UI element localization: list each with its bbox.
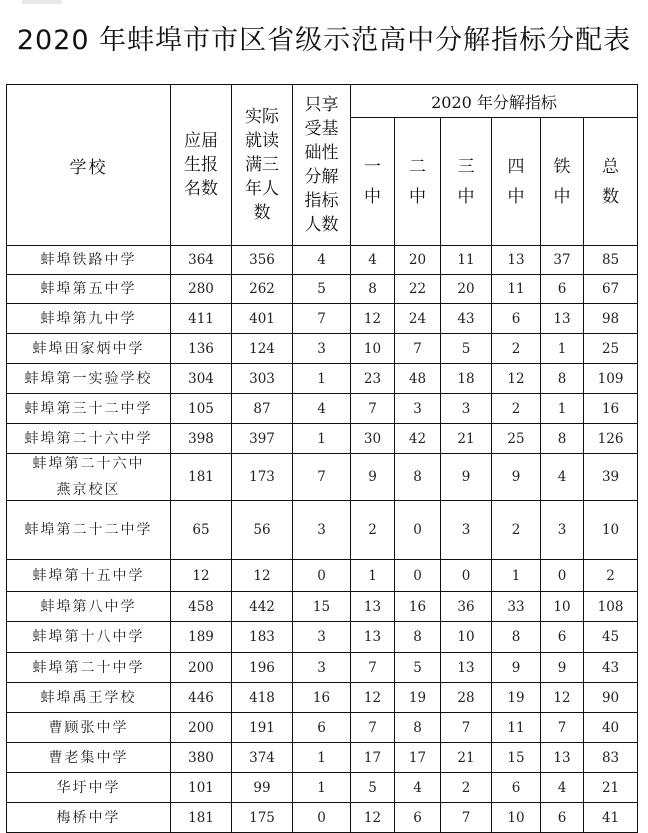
header-text: 实际 [245,107,279,127]
cell-total: 25 [584,334,638,364]
cell-no4: 9 [492,454,541,501]
cell-three-years: 173 [232,454,293,501]
cell-total: 41 [584,803,638,833]
cell-rail: 4 [541,773,584,803]
cell-applicants: 181 [171,454,232,501]
table-row [7,713,638,743]
school-name-text: 梅桥中学 [56,809,121,826]
cell-no4: 11 [492,713,541,743]
cell-basic-only: 5 [293,275,351,304]
cell-no2: 42 [395,424,441,454]
cell-three-years: 12 [232,560,293,592]
cell-no1: 12 [351,683,395,713]
cell-total: 45 [584,622,638,653]
cell-basic-only: 6 [293,713,351,743]
school-name-text: 华圩中学 [56,779,121,796]
cell-no2: 4 [395,773,441,803]
cell-no2: 6 [395,803,441,833]
cell-basic-only: 7 [293,304,351,334]
cell-applicants: 200 [171,713,232,743]
cell-basic-only: 4 [293,246,351,275]
cell-rail: 13 [541,743,584,773]
school-name-text: 蚌埠第十五中学 [32,567,145,584]
table-row [7,683,638,713]
table-row [7,803,638,833]
cell-applicants: 105 [171,394,232,424]
cell-applicants: 280 [171,275,232,304]
cell-total: 16 [584,394,638,424]
cell-no3: 28 [441,683,492,713]
cell-rail: 3 [541,501,584,560]
header-text: 应届 [184,131,218,151]
cell-no2: 17 [395,743,441,773]
school-name [7,713,171,743]
header-text: 人数 [304,215,339,235]
table-row [7,246,638,275]
cell-no4: 9 [492,653,541,683]
cell-rail: 4 [541,454,584,501]
table-row [7,653,638,683]
cell-no1: 8 [351,275,395,304]
cell-three-years: 87 [232,394,293,424]
cell-no4: 6 [492,773,541,803]
cell-applicants: 12 [171,560,232,592]
cell-no1: 12 [351,803,395,833]
cell-no1: 23 [351,364,395,394]
cell-no4: 2 [492,334,541,364]
cell-basic-only: 7 [293,454,351,501]
cell-no2: 3 [395,394,441,424]
header-text: 受基 [304,119,339,139]
cell-three-years: 356 [232,246,293,275]
header-text: 中 [553,186,571,207]
cell-three-years: 303 [232,364,293,394]
header-text: 满三 [245,155,279,175]
cell-rail: 6 [541,622,584,653]
cell-no2: 0 [395,560,441,592]
table-row [7,304,638,334]
header-text: 础性 [304,143,339,163]
cell-basic-only: 0 [293,560,351,592]
cell-no1: 10 [351,334,395,364]
header-school: 学校 [7,85,171,246]
cell-three-years: 56 [232,501,293,560]
cell-total: 10 [584,501,638,560]
cell-no1: 7 [351,394,395,424]
header-text: 中 [409,186,426,207]
cell-no2: 24 [395,304,441,334]
table-row [7,394,638,424]
header-applicants [171,85,232,246]
cell-no2: 8 [395,713,441,743]
cell-no4: 15 [492,743,541,773]
header-text: 铁 [553,156,571,177]
cell-rail: 8 [541,364,584,394]
cell-no3: 5 [441,334,492,364]
header-total [584,118,638,246]
cell-no2: 8 [395,454,441,501]
cell-no4: 2 [492,501,541,560]
cell-basic-only: 3 [293,622,351,653]
cell-no2: 19 [395,683,441,713]
page-title: 2020 年蚌埠市市区省级示范高中分解指标分配表 [16,25,632,56]
header-text: 四 [507,156,525,177]
cell-no2: 48 [395,364,441,394]
cell-total: 109 [584,364,638,394]
table-row [7,454,638,501]
cell-rail: 1 [541,334,584,364]
school-name [7,683,171,713]
cell-no4: 19 [492,683,541,713]
school-name [7,592,171,622]
cell-no4: 1 [492,560,541,592]
cell-applicants: 136 [171,334,232,364]
header-no3-school [441,118,492,246]
cell-applicants: 446 [171,683,232,713]
cell-no1: 7 [351,713,395,743]
cell-rail: 1 [541,394,584,424]
cell-total: 43 [584,653,638,683]
cell-total: 67 [584,275,638,304]
cell-basic-only: 3 [293,653,351,683]
cell-total: 83 [584,743,638,773]
school-name-text: 蚌埠第九中学 [40,310,137,327]
cell-three-years: 262 [232,275,293,304]
cell-total: 39 [584,454,638,501]
cell-no1: 30 [351,424,395,454]
table-row [7,364,638,394]
header-basic-only [293,85,351,246]
cell-total: 108 [584,592,638,622]
cell-no2: 16 [395,592,441,622]
cell-applicants: 65 [171,501,232,560]
school-name-text: 蚌埠第二十中学 [32,659,145,676]
cell-no2: 5 [395,653,441,683]
cell-total: 85 [584,246,638,275]
header-no2-school [395,118,441,246]
cell-three-years: 374 [232,743,293,773]
cell-no3: 21 [441,424,492,454]
school-name-text: 蚌埠禹王学校 [40,689,137,706]
cell-no3: 13 [441,653,492,683]
cell-no3: 2 [441,773,492,803]
school-name [7,743,171,773]
school-name-text: 曹顾张中学 [48,719,129,736]
school-name [7,304,171,334]
cell-applicants: 304 [171,364,232,394]
cell-no2: 20 [395,246,441,275]
school-name-text: 蚌埠第八中学 [40,598,137,615]
header-text: 中 [507,186,525,207]
cell-no2: 8 [395,622,441,653]
cell-basic-only: 1 [293,743,351,773]
cell-total: 90 [584,683,638,713]
cell-no1: 9 [351,454,395,501]
header-text: 生报 [184,155,218,175]
cell-no1: 13 [351,592,395,622]
school-name [7,560,171,592]
cell-total: 126 [584,424,638,454]
cell-no3: 21 [441,743,492,773]
cell-rail: 12 [541,683,584,713]
cell-no3: 7 [441,803,492,833]
school-name-text: 蚌埠第十八中学 [32,629,145,645]
cell-no2: 22 [395,275,441,304]
cell-rail: 37 [541,246,584,275]
cell-no1: 4 [351,246,395,275]
school-name [7,653,171,683]
header-text: 就读 [245,131,279,151]
header-text: 分解 [304,167,339,187]
school-name-text: 曹老集中学 [48,749,129,766]
cell-no1: 13 [351,622,395,653]
cell-basic-only: 15 [293,592,351,622]
cell-basic-only: 1 [293,424,351,454]
school-name [7,501,171,560]
cell-rail: 13 [541,304,584,334]
table-row [7,501,638,560]
school-name [7,364,171,394]
table-row [7,560,638,592]
cell-no3: 3 [441,501,492,560]
table-row [7,743,638,773]
cell-applicants: 398 [171,424,232,454]
cell-no4: 2 [492,394,541,424]
cell-no3: 11 [441,246,492,275]
cell-rail: 8 [541,424,584,454]
school-name [7,275,171,304]
cell-rail: 6 [541,803,584,833]
cell-no3: 20 [441,275,492,304]
table-row [7,773,638,803]
cell-no3: 7 [441,713,492,743]
school-name-text: 蚌埠第二十二中学 [24,522,153,538]
header-2020-allocation: 2020 年分解指标 [351,85,638,118]
school-name [7,246,171,275]
header-text: 名数 [184,179,218,199]
cell-applicants: 200 [171,653,232,683]
cell-basic-only: 1 [293,773,351,803]
cell-three-years: 401 [232,304,293,334]
header-text: 只享 [304,95,339,115]
cell-basic-only: 1 [293,364,351,394]
cell-three-years: 99 [232,773,293,803]
cell-applicants: 411 [171,304,232,334]
header-text: 三 [457,156,475,177]
cell-applicants: 458 [171,592,232,622]
cell-applicants: 101 [171,773,232,803]
school-name-text: 蚌埠第二十六中 [32,456,145,472]
cell-no4: 12 [492,364,541,394]
cell-rail: 10 [541,592,584,622]
cell-no2: 7 [395,334,441,364]
cell-three-years: 397 [232,424,293,454]
header-text: 中 [457,186,475,207]
school-name [7,773,171,803]
cell-no1: 1 [351,560,395,592]
cell-no4: 10 [492,803,541,833]
table-row [7,592,638,622]
cell-no3: 9 [441,454,492,501]
header-text: 一 [364,156,381,177]
school-name-text: 蚌埠第一实验学校 [24,370,153,387]
cell-rail: 6 [541,275,584,304]
cell-no4: 33 [492,592,541,622]
cell-rail: 0 [541,560,584,592]
header-three-years [232,85,293,246]
school-name [7,334,171,364]
cell-three-years: 183 [232,622,293,653]
header-text: 总 [602,156,620,177]
cell-no3: 43 [441,304,492,334]
header-railway-school [541,118,584,246]
school-name [7,424,171,454]
table-row [7,334,638,364]
cell-three-years: 191 [232,713,293,743]
cell-no1: 5 [351,773,395,803]
cell-basic-only: 4 [293,394,351,424]
header-text: 中 [364,186,381,207]
cell-total: 98 [584,304,638,334]
cell-total: 40 [584,713,638,743]
cell-no1: 2 [351,501,395,560]
cell-no3: 0 [441,560,492,592]
cell-no4: 8 [492,622,541,653]
cell-no3: 3 [441,394,492,424]
cell-no1: 12 [351,304,395,334]
school-name-text: 蚌埠第二十六中学 [24,430,153,447]
cell-no2: 0 [395,501,441,560]
header-no1-school [351,118,395,246]
table-row [7,424,638,454]
cell-rail: 9 [541,653,584,683]
school-name-text: 蚌埠铁路中学 [40,252,137,268]
cell-three-years: 418 [232,683,293,713]
school-campus-text: 燕京校区 [56,482,121,498]
header-text: 数 [602,186,620,207]
school-name [7,803,171,833]
cell-no4: 25 [492,424,541,454]
corner-artifact [22,0,62,4]
school-name [7,454,171,501]
cell-basic-only: 16 [293,683,351,713]
cell-three-years: 175 [232,803,293,833]
header-text: 年人 [245,179,279,199]
cell-rail: 7 [541,713,584,743]
allocation-table [6,84,638,833]
cell-no1: 7 [351,653,395,683]
school-name-text: 蚌埠第五中学 [40,281,137,297]
cell-applicants: 364 [171,246,232,275]
header-text: 二 [409,156,426,177]
cell-no4: 6 [492,304,541,334]
cell-basic-only: 3 [293,501,351,560]
school-name-text: 蚌埠田家炳中学 [32,340,145,357]
cell-no3: 10 [441,622,492,653]
cell-applicants: 181 [171,803,232,833]
table-row [7,275,638,304]
cell-no1: 17 [351,743,395,773]
school-name [7,394,171,424]
cell-no3: 18 [441,364,492,394]
cell-total: 2 [584,560,638,592]
cell-applicants: 380 [171,743,232,773]
header-text: 指标 [304,191,339,211]
school-name [7,622,171,653]
cell-three-years: 442 [232,592,293,622]
cell-three-years: 124 [232,334,293,364]
header-text: 数 [253,203,271,223]
school-name-text: 蚌埠第三十二中学 [24,400,153,417]
cell-no3: 36 [441,592,492,622]
cell-basic-only: 0 [293,803,351,833]
cell-three-years: 196 [232,653,293,683]
cell-total: 21 [584,773,638,803]
cell-basic-only: 3 [293,334,351,364]
header-no4-school [492,118,541,246]
cell-no4: 13 [492,246,541,275]
table-row [7,622,638,653]
cell-applicants: 189 [171,622,232,653]
cell-no4: 11 [492,275,541,304]
